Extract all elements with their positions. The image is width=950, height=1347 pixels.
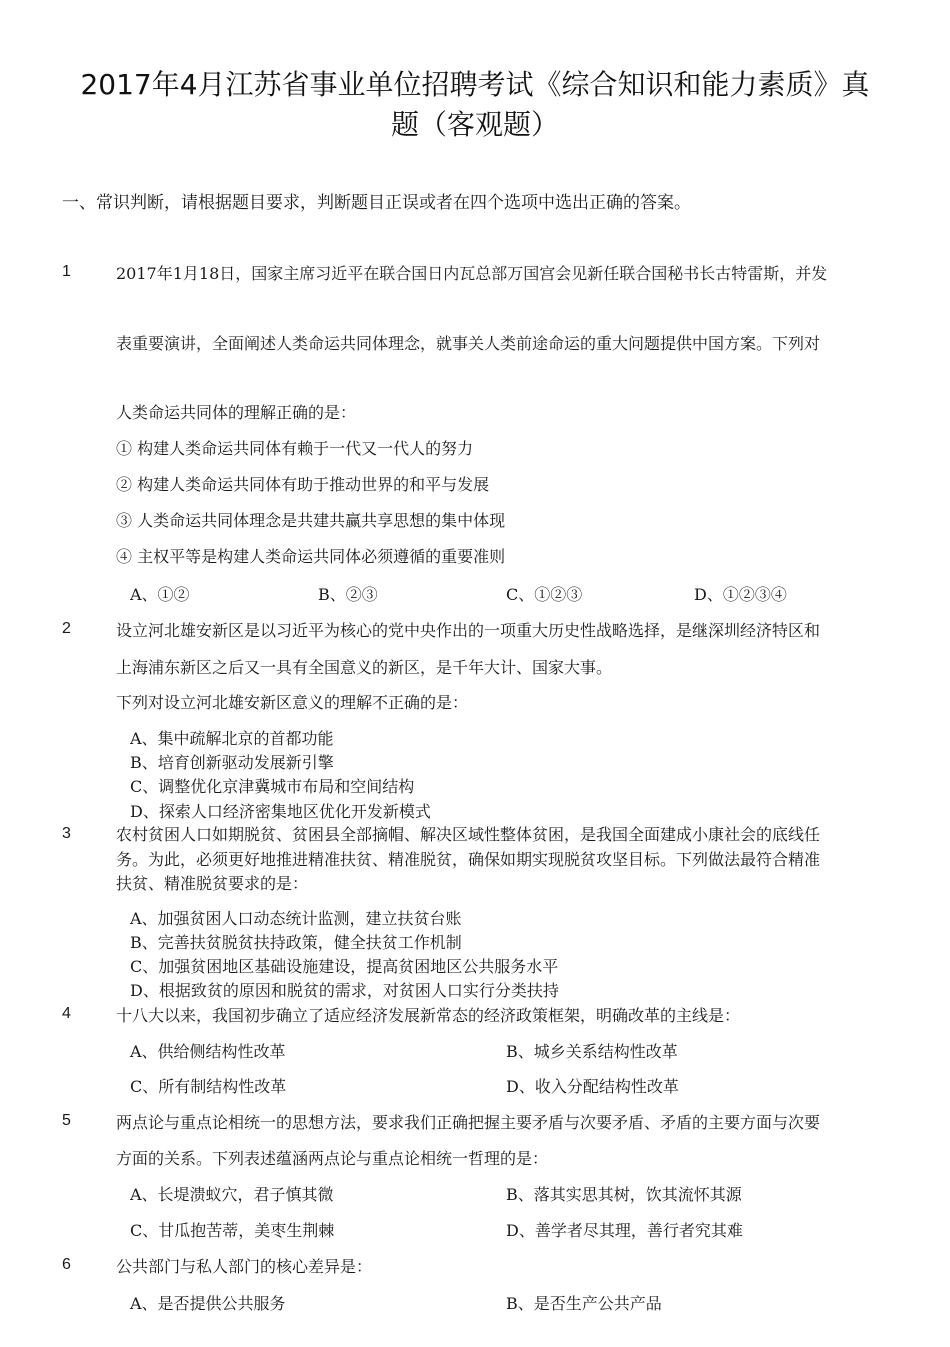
option-c: C、加强贫困地区基础设施建设，提高贫困地区公共服务水平 <box>130 957 559 976</box>
page-title-line-2: 题（客观题） <box>390 108 559 141</box>
question-number: 4 <box>62 1005 71 1022</box>
question-text-line: 上海浦东新区之后又一具有全国意义的新区，是千年大计、国家大事。 <box>116 658 613 677</box>
option-c: C、调整优化京津冀城市布局和空间结构 <box>130 777 415 796</box>
option-a: A、是否提供公共服务 <box>130 1294 286 1313</box>
option-b: B、完善扶贫脱贫扶持政策，健全扶贫工作机制 <box>130 933 462 952</box>
question-text-line: 人类命运共同体的理解正确的是： <box>116 403 357 422</box>
question-text-line: 表重要演讲，全面阐述人类命运共同体理念，就事关人类前途命运的重大问题提供中国方案。下列对 <box>116 334 821 353</box>
option-a: A、①② <box>130 585 190 604</box>
question-text-line: 扶贫、精准脱贫要求的是： <box>116 874 309 893</box>
option-b: B、城乡关系结构性改革 <box>506 1042 678 1061</box>
option-d: D、探索人口经济密集地区优化开发新模式 <box>130 802 431 821</box>
option-a: A、集中疏解北京的首都功能 <box>130 729 334 748</box>
statement: ② 构建人类命运共同体有助于推动世界的和平与发展 <box>116 475 490 494</box>
question-text-line: 下列对设立河北雄安新区意义的理解不正确的是： <box>116 693 469 712</box>
option-b: B、培育创新驱动发展新引擎 <box>130 753 334 772</box>
question-number: 6 <box>62 1256 71 1273</box>
option-c: C、所有制结构性改革 <box>130 1077 287 1096</box>
option-d: D、收入分配结构性改革 <box>506 1077 679 1096</box>
question-number: 1 <box>62 263 71 280</box>
option-b: B、②③ <box>318 585 378 604</box>
question-text-line: 方面的关系。下列表述蕴涵两点论与重点论相统一哲理的是： <box>116 1149 549 1168</box>
question-text-line: 务。为此，必须更好地推进精准扶贫、精准脱贫，确保如期实现脱贫攻坚目标。下列做法最符合精准 <box>116 850 821 869</box>
question-number: 3 <box>62 825 71 842</box>
option-c: C、①②③ <box>506 585 583 604</box>
question-text-line: 2017年1月18日，国家主席习近平在联合国日内瓦总部万国宫会见新任联合国秘书长古特雷斯，并发 <box>116 264 828 283</box>
statement: ④ 主权平等是构建人类命运共同体必须遵循的重要准则 <box>116 547 506 566</box>
option-d: D、根据致贫的原因和脱贫的需求，对贫困人口实行分类扶持 <box>130 981 559 1000</box>
question-text-line: 农村贫困人口如期脱贫、贫困县全部摘帽、解决区域性整体贫困，是我国全面建成小康社会的底线任 <box>116 825 821 844</box>
option-a: A、供给侧结构性改革 <box>130 1042 286 1061</box>
option-d: D、①②③④ <box>694 585 787 604</box>
option-c: C、甘瓜抱苦蒂，美枣生荆棘 <box>130 1221 335 1240</box>
question-number: 5 <box>62 1112 71 1129</box>
question-text-line: 设立河北雄安新区是以习近平为核心的党中央作出的一项重大历史性战略选择，是继深圳经济特区和 <box>116 621 821 640</box>
option-b: B、是否生产公共产品 <box>506 1294 662 1313</box>
option-d: D、善学者尽其理，善行者究其难 <box>506 1221 743 1240</box>
section-heading: 一、常识判断，请根据题目要求，判断题目正误或者在四个选项中选出正确的答案。 <box>62 193 691 213</box>
question-number: 2 <box>62 620 71 637</box>
question-text-line: 公共部门与私人部门的核心差异是： <box>116 1257 373 1276</box>
question-text-line: 十八大以来，我国初步确立了适应经济发展新常态的经济政策框架，明确改革的主线是： <box>116 1006 741 1025</box>
statement: ① 构建人类命运共同体有赖于一代又一代人的努力 <box>116 439 474 458</box>
page-title-line-1: 2017年4月江苏省事业单位招聘考试《综合知识和能力素质》真 <box>80 68 870 101</box>
statement: ③ 人类命运共同体理念是共建共赢共享思想的集中体现 <box>116 511 506 530</box>
option-a: A、加强贫困人口动态统计监测，建立扶贫台账 <box>130 909 462 928</box>
question-text-line: 两点论与重点论相统一的思想方法，要求我们正确把握主要矛盾与次要矛盾、矛盾的主要方面与次要 <box>116 1113 821 1132</box>
option-b: B、落其实思其树，饮其流怀其源 <box>506 1185 742 1204</box>
option-a: A、长堤溃蚁穴，君子慎其微 <box>130 1185 334 1204</box>
